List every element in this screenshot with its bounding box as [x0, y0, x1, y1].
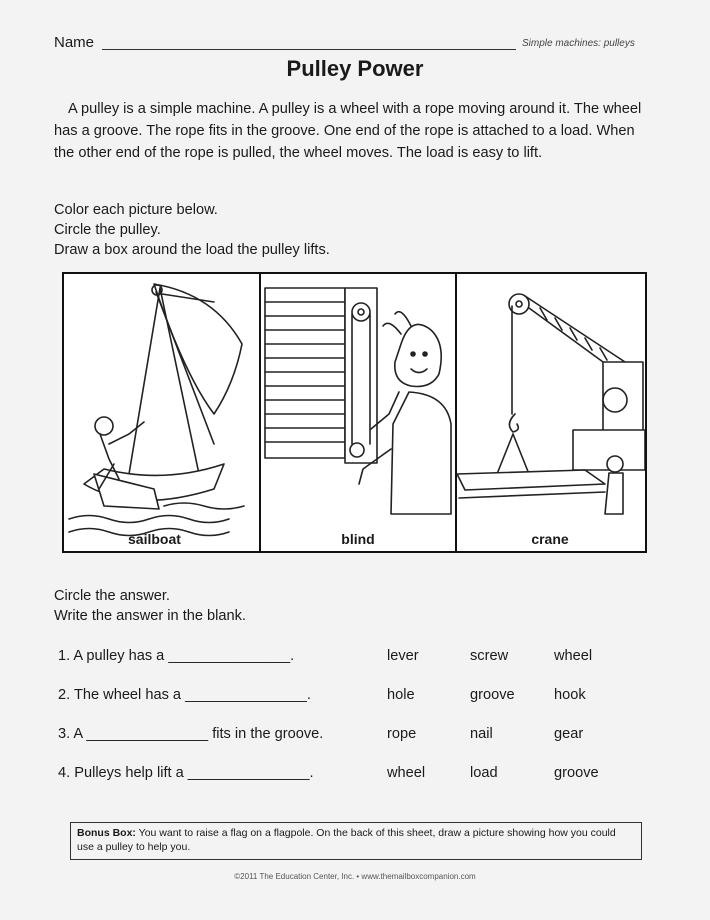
- topic-tag: Simple machines: pulleys: [522, 38, 635, 49]
- direction-circle-answer: Circle the answer.: [54, 588, 170, 604]
- answer-option[interactable]: load: [470, 765, 498, 781]
- blind-illustration: [261, 274, 455, 551]
- caption-blind: blind: [341, 531, 375, 547]
- question-stem[interactable]: 3. A _______________ fits in the groove.: [58, 726, 324, 742]
- bonus-text: You want to raise a flag on a flagpole. On the back of this sheet, draw a picture showing how you could use a pulley to help you.: [77, 827, 616, 853]
- answer-option[interactable]: wheel: [387, 765, 426, 781]
- sailboat-illustration: [64, 274, 257, 551]
- answer-option[interactable]: hook: [554, 687, 586, 703]
- copyright-footer: ©2011 The Education Center, Inc. • www.themailboxcompanion.com: [234, 872, 476, 881]
- crane-panel: [455, 274, 645, 551]
- name-blank-line: [102, 49, 516, 50]
- intro-paragraph: [54, 98, 654, 164]
- direction-box: Draw a box around the load the pulley lifts.: [54, 242, 330, 258]
- crane-illustration: [455, 274, 645, 551]
- question-stem[interactable]: 1. A pulley has a _______________.: [58, 648, 295, 664]
- answer-directions: [54, 586, 246, 626]
- question-row: [58, 765, 658, 785]
- bonus-label: Bonus Box:: [77, 827, 136, 839]
- question-stem[interactable]: 4. Pulleys help lift a _______________.: [58, 765, 314, 781]
- question-row: [58, 648, 658, 668]
- page-title: Pulley Power: [286, 56, 424, 81]
- bonus-box: [70, 822, 642, 860]
- answer-option[interactable]: rope: [387, 726, 417, 742]
- caption-sailboat: sailboat: [128, 531, 181, 547]
- answer-option[interactable]: wheel: [554, 648, 593, 664]
- blind-panel: [259, 274, 457, 551]
- question-row: [58, 687, 658, 707]
- direction-write-answer: Write the answer in the blank.: [54, 608, 246, 624]
- answer-option[interactable]: lever: [387, 648, 419, 664]
- question-row: [58, 726, 658, 746]
- answer-option[interactable]: screw: [470, 648, 509, 664]
- picture-strip: [62, 272, 647, 553]
- picture-directions: [54, 200, 330, 260]
- sailboat-panel: [64, 274, 257, 551]
- answer-option[interactable]: groove: [470, 687, 515, 703]
- answer-option[interactable]: nail: [470, 726, 493, 742]
- question-stem[interactable]: 2. The wheel has a _______________.: [58, 687, 311, 703]
- direction-color: Color each picture below.: [54, 202, 218, 218]
- answer-option[interactable]: hole: [387, 687, 415, 703]
- intro-text: A pulley is a simple machine. A pulley is a wheel with a rope moving around it. The wheel has a groove. The rope fits in the groove. One end of the rope is attached to a load. When the other end of the rope is pulled, the wheel moves. The load is easy to lift.: [54, 101, 642, 161]
- direction-circle: Circle the pulley.: [54, 222, 161, 238]
- answer-option[interactable]: groove: [554, 765, 599, 781]
- caption-crane: crane: [531, 531, 569, 547]
- answer-option[interactable]: gear: [554, 726, 584, 742]
- name-row: [54, 34, 654, 54]
- name-label: Name: [54, 34, 95, 51]
